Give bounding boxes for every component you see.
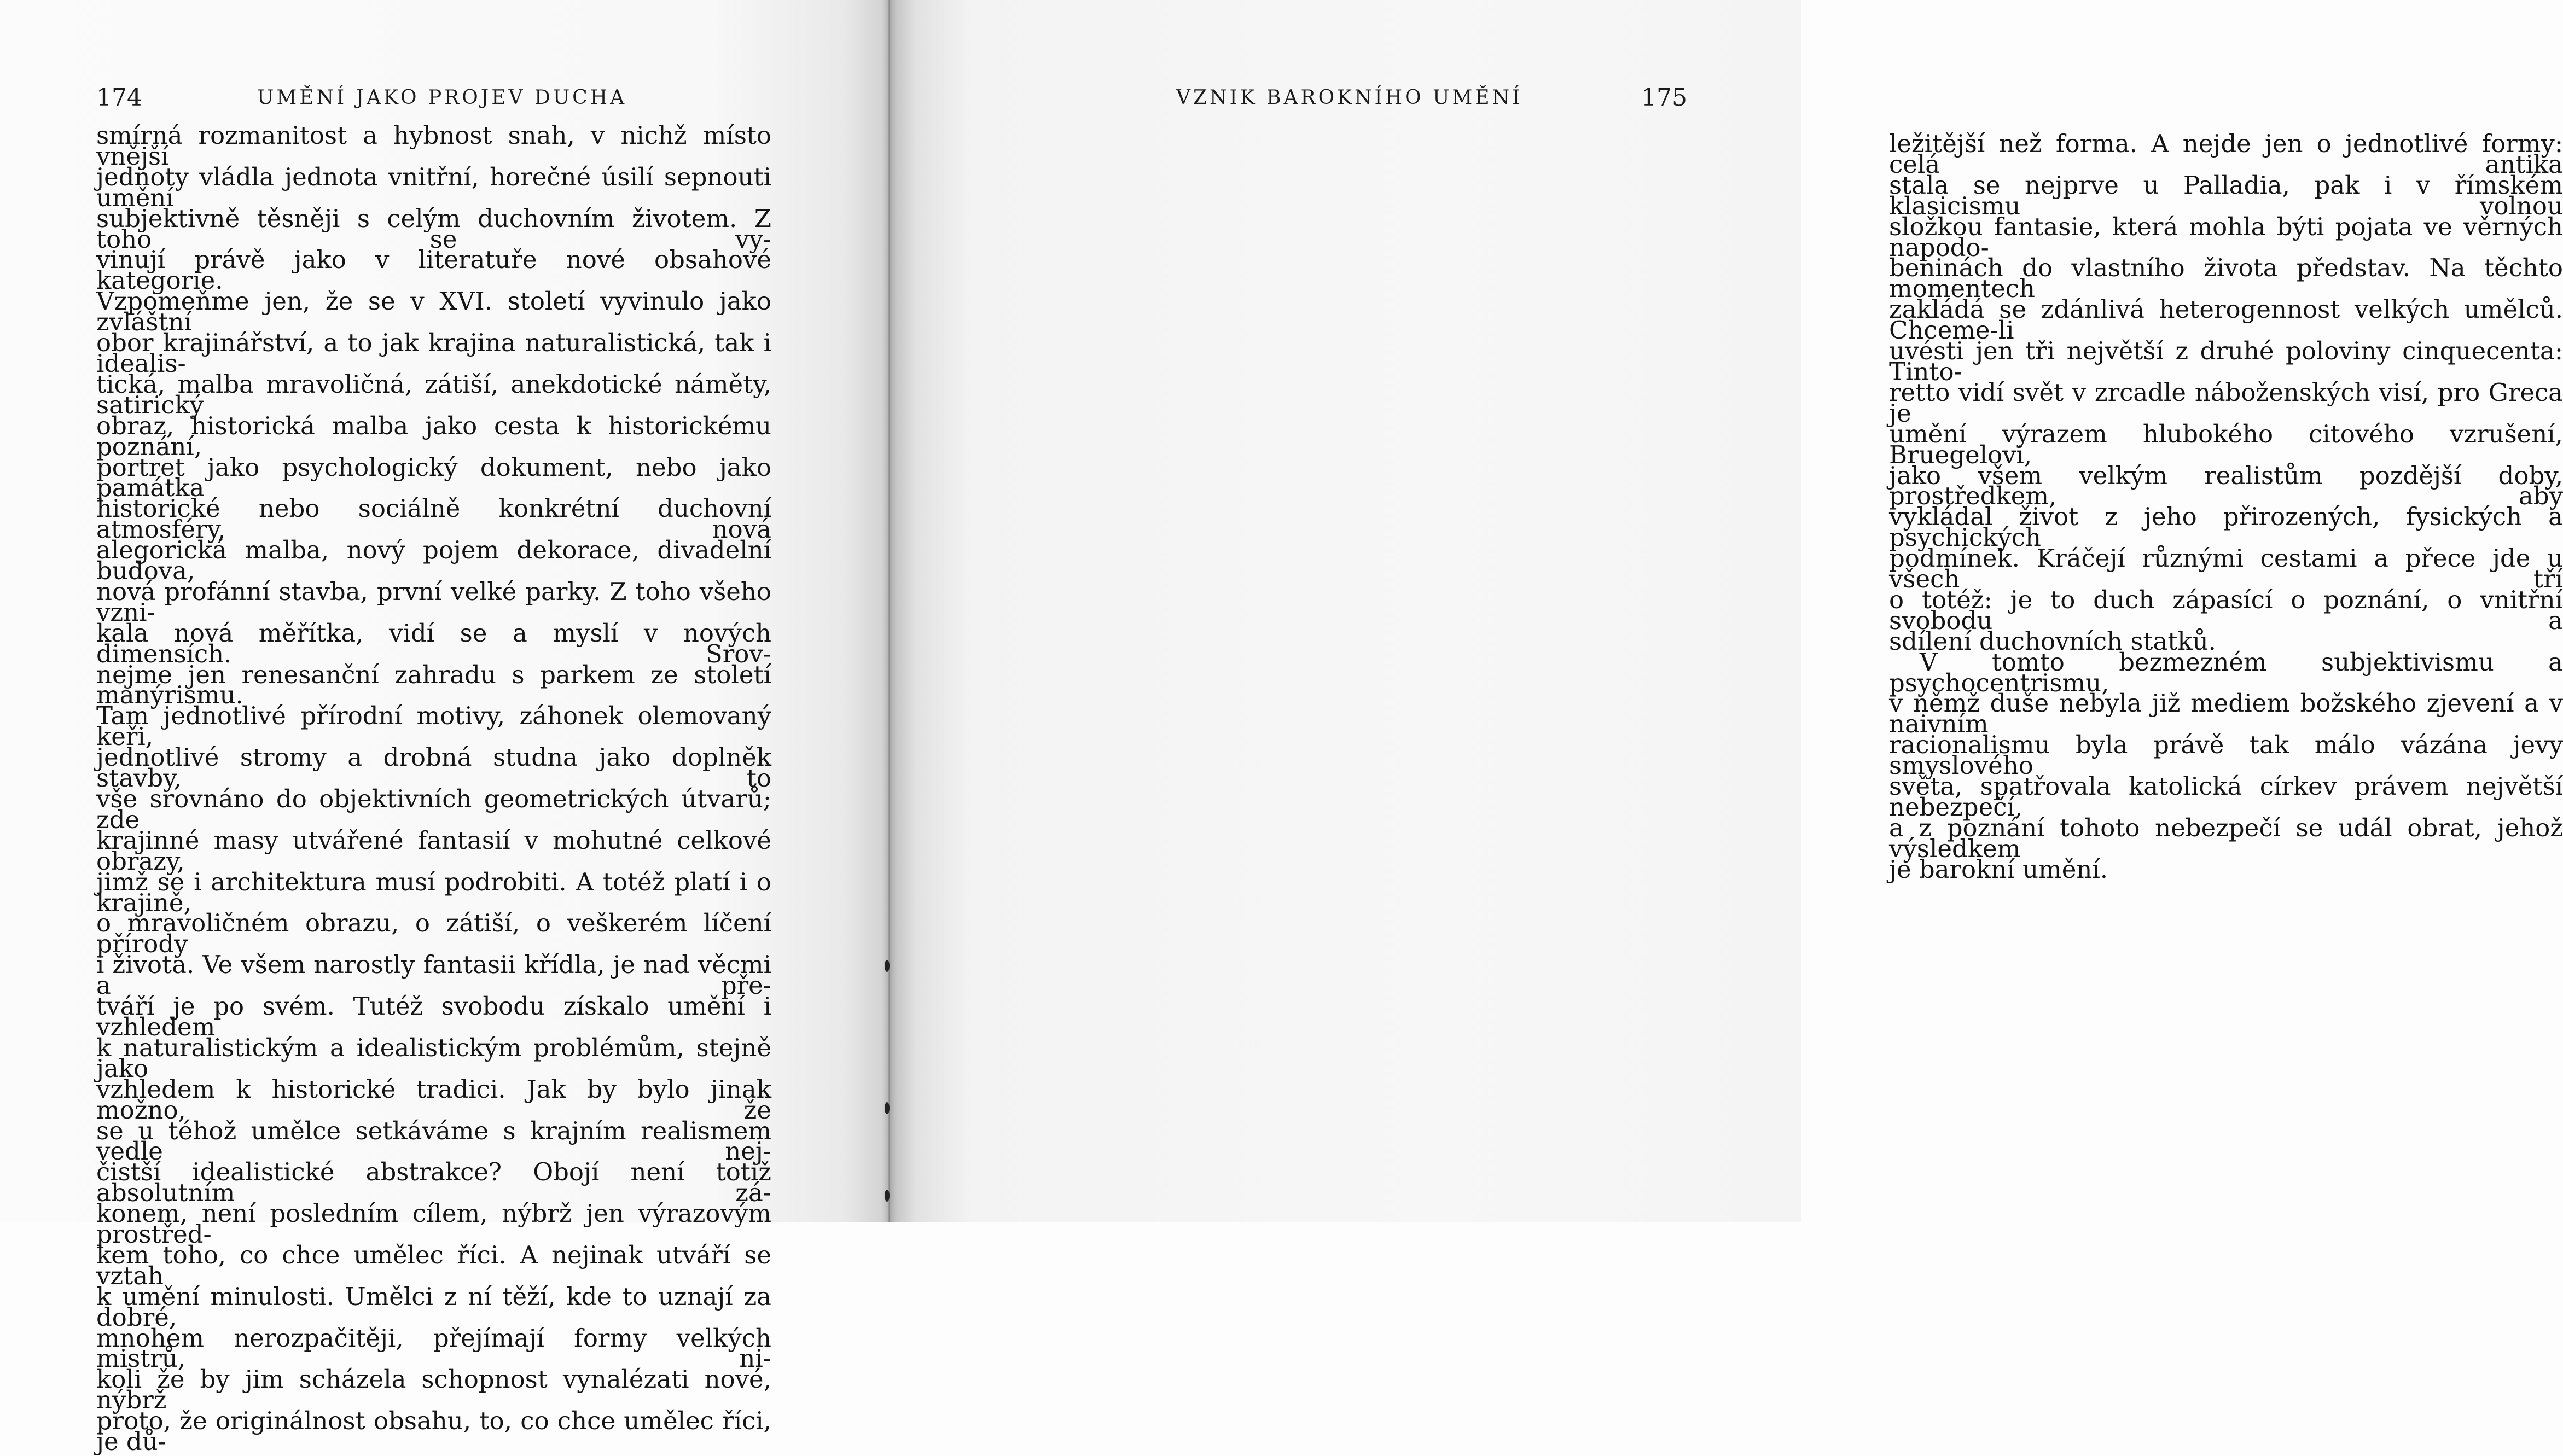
text-line: vše srovnáno do objektivních geometrických útvarů; zde [96,784,771,834]
text-line: tváří je po svém. Tutéž svobodu získalo umění i vzhledem [96,992,771,1041]
left-page-number: 174 [96,84,142,112]
text-line: je barokní umění. [1889,854,2108,884]
text-line: jednoty vládla jednota vnitřní, horečné úsilí sepnouti umění [96,162,771,212]
text-line: vinují právě jako v literatuře nové obsahové kategorie. [96,245,771,295]
left-running-head: UMĚNÍ JAKO PROJEV DUCHA [257,86,627,109]
text-line: sdílení duchovních statků. [1889,626,2216,656]
text-line: Vzpomeňme jen, že se v XVI. století vyvinulo jako zvláštní [96,287,771,337]
text-line: podmínek. Kráčejí různými cestami a přece jde u všech tří [1889,544,2563,594]
text-line: krajinné masy utvářené fantasií v mohutné celkové obrazy, [96,825,771,876]
text-line: vykládal život z jeho přirozených, fysických a psychických [1889,502,2563,552]
text-line: se u téhož umělce setkáváme s krajním realismem vedle nej- [96,1116,771,1166]
text-line: umění výrazem hlubokého citového vzrušení, Bruegelovi, [1889,419,2563,469]
text-line: proto, že originálnost obsahu, to, co chce umělec říci, je dů- [96,1406,771,1456]
text-line: o mravoličném obrazu, o zátiší, o veškerém líčení přírody [96,908,771,959]
text-line: o totéž: je to duch zápasící o poznání, o vnitřní svobodu a [1889,585,2563,635]
binding-stitch [885,960,890,972]
text-line: jednotlivé stromy a drobná studna jako doplněk stavby, to [96,743,771,793]
left-page [0,0,889,1456]
right-body-text [1889,129,2563,884]
text-line: subjektivně těsněji s celým duchovním životem. Z toho se vy- [96,203,771,254]
text-line: beninách do vlastního života představ. Na těchto momentech [1889,253,2563,304]
text-line: k umění minulosti. Umělci z ní těží, kde to uznají za dobré, [96,1282,771,1332]
text-line: stala se nejprve u Palladia, pak i v římském klasicismu volnou [1889,170,2563,220]
right-page [889,0,2563,1222]
text-line: konem, není posledním cílem, nýbrž jen výrazovým prostřed- [96,1199,771,1249]
text-line: kem toho, co chce umělec říci. A nejinak utváří se vztah [96,1240,771,1290]
text-line: tická, malba mravoličná, zátiší, anekdotické náměty, satirický [96,369,771,420]
right-paragraph-2 [1889,647,2563,884]
text-line: koli že by jim scházela schopnost vynalézati nové, nýbrž [96,1365,771,1415]
text-line: portret jako psychologický dokument, nebo jako památka [96,452,771,503]
text-line: i života. Ve všem narostly fantasii křídla, je nad věcmi a pře- [96,950,771,1000]
text-line: historické nebo sociálně konkrétní duchovní atmosféry, nová [96,494,771,544]
text-line: v němž duše nebyla již mediem božského zjevení a v naivním [1889,689,2563,739]
text-line: nejme jen renesanční zahradu s parkem ze století manýrismu. [96,660,771,710]
text-line: obraz, historická malba jako cesta k historickému poznání, [96,411,771,461]
book-gutter [882,0,896,1222]
text-line: uvésti jen tři největší z druhé poloviny cinquecenta: Tinto- [1889,336,2563,386]
text-line: k naturalistickým a idealistickým problémům, stejně jako [96,1033,771,1083]
text-line: zakládá se zdánlivá heterogennost velkých umělců. Chceme-li [1889,295,2563,345]
binding-stitch [885,1102,890,1114]
text-line: vzhledem k historické tradici. Jak by bylo jinak možno, že [96,1074,771,1125]
binding-stitch [885,1190,890,1202]
text-line: nová profánní stavba, první velké parky. Z toho všeho vzni- [96,576,771,627]
text-line: racionalismu byla právě tak málo vázána jevy smyslového [1889,730,2563,781]
text-line: a z poznání tohoto nebezpečí se udál obrat, jehož výsledkem [1889,813,2563,863]
text-line: Tam jednotlivé přírodní motivy, záhonek olemovaný keři, [96,701,771,752]
left-body-text [96,121,771,1456]
text-line: retto vidí svět v zrcadle náboženských visí, pro Greca je [1889,377,2563,428]
text-line: čistší idealistické abstrakce? Obojí není totiž absolutním zá- [96,1157,771,1208]
text-line: smírná rozmanitost a hybnost snah, v nichž místo vnější [96,121,771,171]
right-paragraph-1 [1889,129,2563,656]
text-line: kala nová měřítka, vidí se a myslí v nových dimensích. Srov- [96,618,771,668]
text-line: světa, spatřovala katolická církev právem největší nebezpečí, [1889,772,2563,822]
text-line: složkou fantasie, která mohla býti pojata ve věrných napodo- [1889,212,2563,262]
text-line: obor krajinářství, a to jak krajina naturalistická, tak i idealis- [96,328,771,378]
text-line: ležitější než forma. A nejde jen o jednotlivé formy: celá antika [1889,129,2563,179]
left-paragraph [96,121,771,1456]
text-line: V tomto bezmezném subjektivismu a psychocentrismu, [1889,647,2563,697]
text-line: jako všem velkým realistům pozdější doby, prostředkem, aby [1889,461,2563,511]
text-line: jimž se i architektura musí podrobiti. A totéž platí i o krajině, [96,867,771,917]
text-line: alegorická malba, nový pojem dekorace, divadelní budova, [96,535,771,586]
text-line: mnohem nerozpačitěji, přejímají formy velkých mistrů, ni- [96,1323,771,1373]
right-running-head: VZNIK BAROKNÍHO UMĚNÍ [1176,86,1523,109]
right-page-number: 175 [1641,84,1687,112]
